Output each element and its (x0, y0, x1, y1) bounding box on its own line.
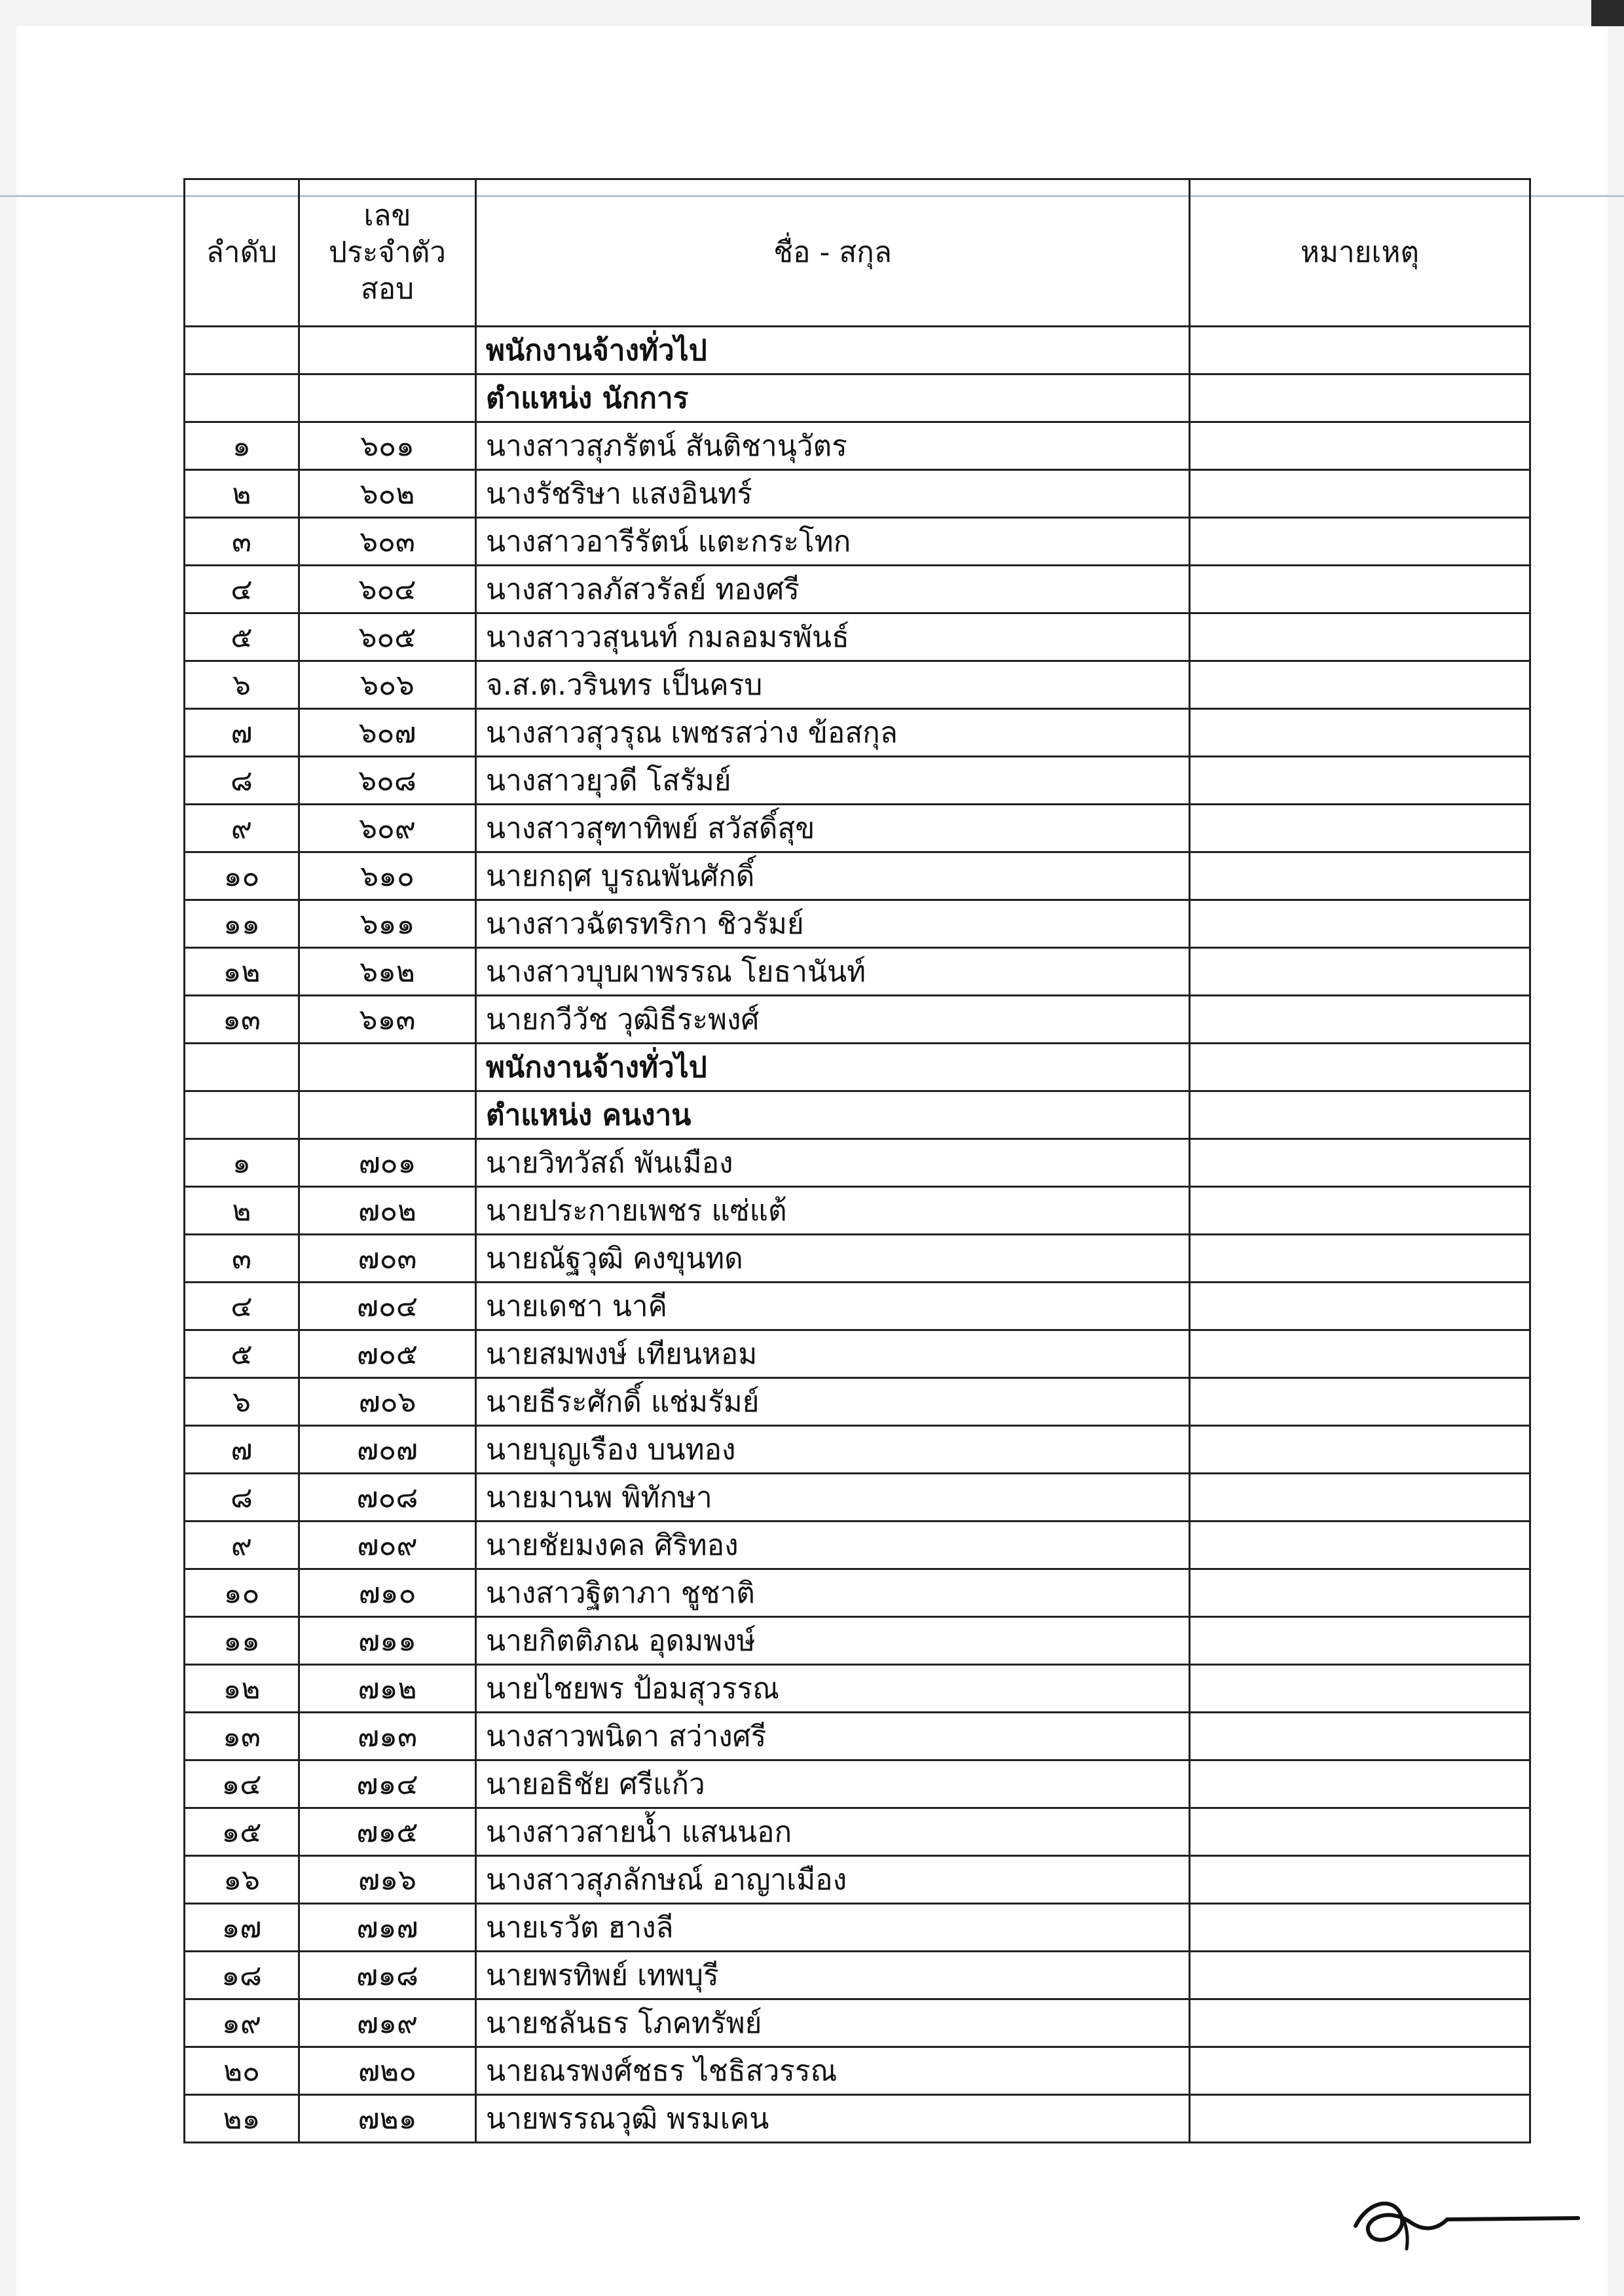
cell-full-name: นางสาวสายน้ำ แสนนอก (476, 1808, 1190, 1856)
cell-exam-id: ๖๐๗ (299, 709, 476, 757)
scan-corner-shadow (1591, 0, 1624, 26)
table-row (185, 1474, 1530, 1522)
cell-exam-id: ๗๒๑ (299, 2095, 476, 2143)
cell-remark (1190, 805, 1530, 852)
table-row (185, 1713, 1530, 1760)
cell-remark (1190, 374, 1530, 422)
cell-no (185, 374, 299, 422)
cell-remark (1190, 327, 1530, 374)
cell-no (185, 327, 299, 374)
cell-remark (1190, 996, 1530, 1044)
cell-full-name: นางสาวสุภรัตน์ สันติชานุวัตร (476, 422, 1190, 470)
table-row (185, 1569, 1530, 1617)
table-row (185, 613, 1530, 661)
cell-remark (1190, 852, 1530, 900)
cell-no: ๒ (185, 470, 299, 518)
cell-full-name: นายกฤศ บูรณพันศักดิ์ (476, 852, 1190, 900)
cell-remark (1190, 1808, 1530, 1856)
cell-exam-id: ๗๑๘ (299, 1952, 476, 1999)
cell-remark (1190, 2095, 1530, 2143)
cell-exam-id: ๗๑๒ (299, 1665, 476, 1713)
table-row (185, 757, 1530, 805)
cell-no: ๑๐ (185, 852, 299, 900)
cell-no: ๗ (185, 709, 299, 757)
cell-exam-id: ๖๑๒ (299, 948, 476, 996)
cell-remark (1190, 1569, 1530, 1617)
cell-exam-id: ๗๐๔ (299, 1283, 476, 1330)
cell-remark (1190, 1187, 1530, 1235)
cell-full-name: นางสาวลภัสวรัลย์ ทองศรี (476, 566, 1190, 613)
cell-no: ๑๖ (185, 1856, 299, 1904)
cell-remark (1190, 1952, 1530, 1999)
cell-full-name: นางสาวฐิตาภา ชูชาติ (476, 1569, 1190, 1617)
table-row (185, 1330, 1530, 1378)
cell-full-name: นางสาวฉัตรทริกา ชิวรัมย์ (476, 900, 1190, 948)
cell-remark (1190, 1091, 1530, 1139)
table-row (185, 1139, 1530, 1187)
cell-full-name: นายพรทิพย์ เทพบุรี (476, 1952, 1190, 1999)
cell-exam-id: ๗๐๑ (299, 1139, 476, 1187)
cell-no: ๔ (185, 566, 299, 613)
cell-no: ๑๓ (185, 996, 299, 1044)
cell-exam-id: ๗๐๘ (299, 1474, 476, 1522)
cell-remark (1190, 1330, 1530, 1378)
cell-full-name: นายกวีวัช วุฒิธีระพงศ์ (476, 996, 1190, 1044)
cell-exam-id: ๖๑๑ (299, 900, 476, 948)
table-row (185, 1235, 1530, 1283)
cell-remark (1190, 1283, 1530, 1330)
signature-mark (1349, 2187, 1585, 2259)
cell-remark (1190, 948, 1530, 996)
cell-no (185, 1044, 299, 1091)
table-row (185, 1617, 1530, 1665)
cell-full-name: พนักงานจ้างทั่วไป (476, 1044, 1190, 1091)
table-row (185, 518, 1530, 566)
table-header-row (185, 179, 1530, 327)
cell-full-name: นางรัชริษา แสงอินทร์ (476, 470, 1190, 518)
cell-full-name: นางสาวสุฑาทิพย์ สวัสดิ์สุข (476, 805, 1190, 852)
cell-exam-id: ๗๐๙ (299, 1522, 476, 1569)
table-row (185, 1378, 1530, 1426)
section-row (185, 1091, 1530, 1139)
table-row (185, 2095, 1530, 2143)
table-row (185, 661, 1530, 709)
cell-full-name: นางสาวสุวรุณ เพชรสว่าง ข้อสกุล (476, 709, 1190, 757)
cell-exam-id: ๗๐๕ (299, 1330, 476, 1378)
cell-no: ๓ (185, 518, 299, 566)
cell-exam-id: ๗๑๔ (299, 1760, 476, 1808)
cell-no: ๑๔ (185, 1760, 299, 1808)
cell-full-name: ตำแหน่ง นักการ (476, 374, 1190, 422)
cell-no: ๖ (185, 661, 299, 709)
cell-exam-id (299, 1044, 476, 1091)
cell-full-name: นางสาววสุนนท์ กมลอมรพันธ์ (476, 613, 1190, 661)
header-exam-id-line3: สอบ (360, 272, 415, 306)
cell-exam-id: ๖๐๕ (299, 613, 476, 661)
cell-exam-id: ๖๐๖ (299, 661, 476, 709)
header-no: ลำดับ (185, 179, 299, 327)
cell-full-name: นายไชยพร ป้อมสุวรรณ (476, 1665, 1190, 1713)
cell-full-name: นายกิตติภณ อุดมพงษ์ (476, 1617, 1190, 1665)
cell-no: ๘ (185, 757, 299, 805)
cell-exam-id: ๗๑๑ (299, 1617, 476, 1665)
cell-no: ๓ (185, 1235, 299, 1283)
cell-full-name: นายอธิชัย ศรีแก้ว (476, 1760, 1190, 1808)
table-row (185, 805, 1530, 852)
cell-exam-id: ๗๐๗ (299, 1426, 476, 1474)
cell-remark (1190, 709, 1530, 757)
cell-exam-id: ๗๐๒ (299, 1187, 476, 1235)
cell-exam-id: ๗๒๐ (299, 2047, 476, 2095)
cell-remark (1190, 2047, 1530, 2095)
cell-remark (1190, 1904, 1530, 1952)
cell-full-name: นางสาวบุบผาพรรณ โยธานันท์ (476, 948, 1190, 996)
cell-no: ๕ (185, 1330, 299, 1378)
cell-exam-id: ๖๑๐ (299, 852, 476, 900)
cell-remark (1190, 1426, 1530, 1474)
table-row (185, 1999, 1530, 2047)
table-row (185, 1808, 1530, 1856)
cell-no: ๘ (185, 1474, 299, 1522)
cell-remark (1190, 1474, 1530, 1522)
table-row (185, 1426, 1530, 1474)
cell-exam-id: ๖๐๒ (299, 470, 476, 518)
cell-no: ๙ (185, 805, 299, 852)
cell-no: ๑๑ (185, 1617, 299, 1665)
cell-full-name: นายชลันธร โภคทรัพย์ (476, 1999, 1190, 2047)
cell-remark (1190, 900, 1530, 948)
cell-exam-id (299, 327, 476, 374)
table-row (185, 852, 1530, 900)
header-exam-id-line2: ประจำตัว (329, 236, 446, 269)
cell-full-name: นายเดชา นาคี (476, 1283, 1190, 1330)
cell-full-name: นางสาวสุภลักษณ์ อาญาเมือง (476, 1856, 1190, 1904)
cell-full-name: จ.ส.ต.วรินทร เป็นครบ (476, 661, 1190, 709)
table-row (185, 1522, 1530, 1569)
cell-no: ๒๐ (185, 2047, 299, 2095)
cell-full-name: นายณรพงศ์ชธร ไชธิสวรรณ (476, 2047, 1190, 2095)
cell-remark (1190, 1665, 1530, 1713)
header-remark: หมายเหตุ (1190, 179, 1530, 327)
section-row (185, 1044, 1530, 1091)
cell-full-name: นายพรรณวุฒิ พรมเคน (476, 2095, 1190, 2143)
header-exam-id (299, 179, 476, 327)
cell-no: ๕ (185, 613, 299, 661)
table-row (185, 709, 1530, 757)
table-body (185, 327, 1530, 2143)
cell-exam-id: ๗๑๓ (299, 1713, 476, 1760)
table-row (185, 948, 1530, 996)
cell-no: ๒ (185, 1187, 299, 1235)
cell-no (185, 1091, 299, 1139)
cell-remark (1190, 757, 1530, 805)
cell-no: ๔ (185, 1283, 299, 1330)
table-row (185, 1665, 1530, 1713)
section-row (185, 327, 1530, 374)
cell-full-name: นายเรวัต ฮางลี (476, 1904, 1190, 1952)
exam-roster-table (183, 178, 1531, 2143)
cell-no: ๙ (185, 1522, 299, 1569)
cell-remark (1190, 470, 1530, 518)
table-row (185, 996, 1530, 1044)
cell-full-name: นางสาวพนิดา สว่างศรี (476, 1713, 1190, 1760)
cell-exam-id: ๖๑๓ (299, 996, 476, 1044)
cell-exam-id: ๖๐๙ (299, 805, 476, 852)
cell-remark (1190, 422, 1530, 470)
table-row (185, 2047, 1530, 2095)
cell-remark (1190, 1617, 1530, 1665)
cell-full-name: นายณัฐวุฒิ คงขุนทด (476, 1235, 1190, 1283)
cell-exam-id: ๖๐๔ (299, 566, 476, 613)
cell-remark (1190, 566, 1530, 613)
cell-remark (1190, 1856, 1530, 1904)
cell-full-name: นางสาวยุวดี โสรัมย์ (476, 757, 1190, 805)
cell-exam-id (299, 1091, 476, 1139)
table-row (185, 1283, 1530, 1330)
cell-remark (1190, 1760, 1530, 1808)
cell-remark (1190, 1999, 1530, 2047)
cell-no: ๑๐ (185, 1569, 299, 1617)
cell-no: ๑๙ (185, 1999, 299, 2047)
cell-exam-id: ๗๐๓ (299, 1235, 476, 1283)
cell-no: ๖ (185, 1378, 299, 1426)
cell-exam-id: ๗๑๕ (299, 1808, 476, 1856)
cell-exam-id (299, 374, 476, 422)
cell-full-name: นายมานพ พิทักษา (476, 1474, 1190, 1522)
cell-remark (1190, 661, 1530, 709)
cell-remark (1190, 1713, 1530, 1760)
cell-full-name: นายบุญเรือง บนทอง (476, 1426, 1190, 1474)
cell-remark (1190, 518, 1530, 566)
cell-no: ๑๒ (185, 948, 299, 996)
cell-no: ๑๘ (185, 1952, 299, 1999)
cell-exam-id: ๗๑๗ (299, 1904, 476, 1952)
cell-remark (1190, 613, 1530, 661)
cell-exam-id: ๖๐๓ (299, 518, 476, 566)
cell-no: ๑ (185, 1139, 299, 1187)
cell-no: ๑๕ (185, 1808, 299, 1856)
cell-no: ๑ (185, 422, 299, 470)
header-full-name: ชื่อ - สกุล (476, 179, 1190, 327)
cell-full-name: นายชัยมงคล ศิริทอง (476, 1522, 1190, 1569)
table-row (185, 422, 1530, 470)
table-row (185, 1187, 1530, 1235)
cell-remark (1190, 1044, 1530, 1091)
section-row (185, 374, 1530, 422)
table-row (185, 1760, 1530, 1808)
header-exam-id-line1: เลข (363, 199, 411, 232)
cell-full-name: นางสาวอารีรัตน์ แตะกระโทก (476, 518, 1190, 566)
cell-no: ๑๒ (185, 1665, 299, 1713)
cell-full-name: นายประกายเพชร แซ่แต้ (476, 1187, 1190, 1235)
cell-exam-id: ๗๑๖ (299, 1856, 476, 1904)
cell-no: ๑๗ (185, 1904, 299, 1952)
cell-no: ๑๑ (185, 900, 299, 948)
cell-full-name: นายวิทวัสถ์ พันเมือง (476, 1139, 1190, 1187)
cell-remark (1190, 1139, 1530, 1187)
cell-exam-id: ๗๑๐ (299, 1569, 476, 1617)
cell-exam-id: ๖๐๑ (299, 422, 476, 470)
table-row (185, 470, 1530, 518)
cell-full-name: ตำแหน่ง คนงาน (476, 1091, 1190, 1139)
table-row (185, 1904, 1530, 1952)
table-row (185, 1856, 1530, 1904)
cell-full-name: นายสมพงษ์ เทียนหอม (476, 1330, 1190, 1378)
table-row (185, 1952, 1530, 1999)
cell-full-name: นายธีระศักดิ์ แช่มรัมย์ (476, 1378, 1190, 1426)
cell-no: ๒๑ (185, 2095, 299, 2143)
cell-remark (1190, 1235, 1530, 1283)
cell-remark (1190, 1522, 1530, 1569)
cell-exam-id: ๗๐๖ (299, 1378, 476, 1426)
table-row (185, 900, 1530, 948)
table-row (185, 566, 1530, 613)
cell-remark (1190, 1378, 1530, 1426)
cell-exam-id: ๖๐๘ (299, 757, 476, 805)
cell-no: ๗ (185, 1426, 299, 1474)
cell-no: ๑๓ (185, 1713, 299, 1760)
cell-full-name: พนักงานจ้างทั่วไป (476, 327, 1190, 374)
cell-exam-id: ๗๑๙ (299, 1999, 476, 2047)
